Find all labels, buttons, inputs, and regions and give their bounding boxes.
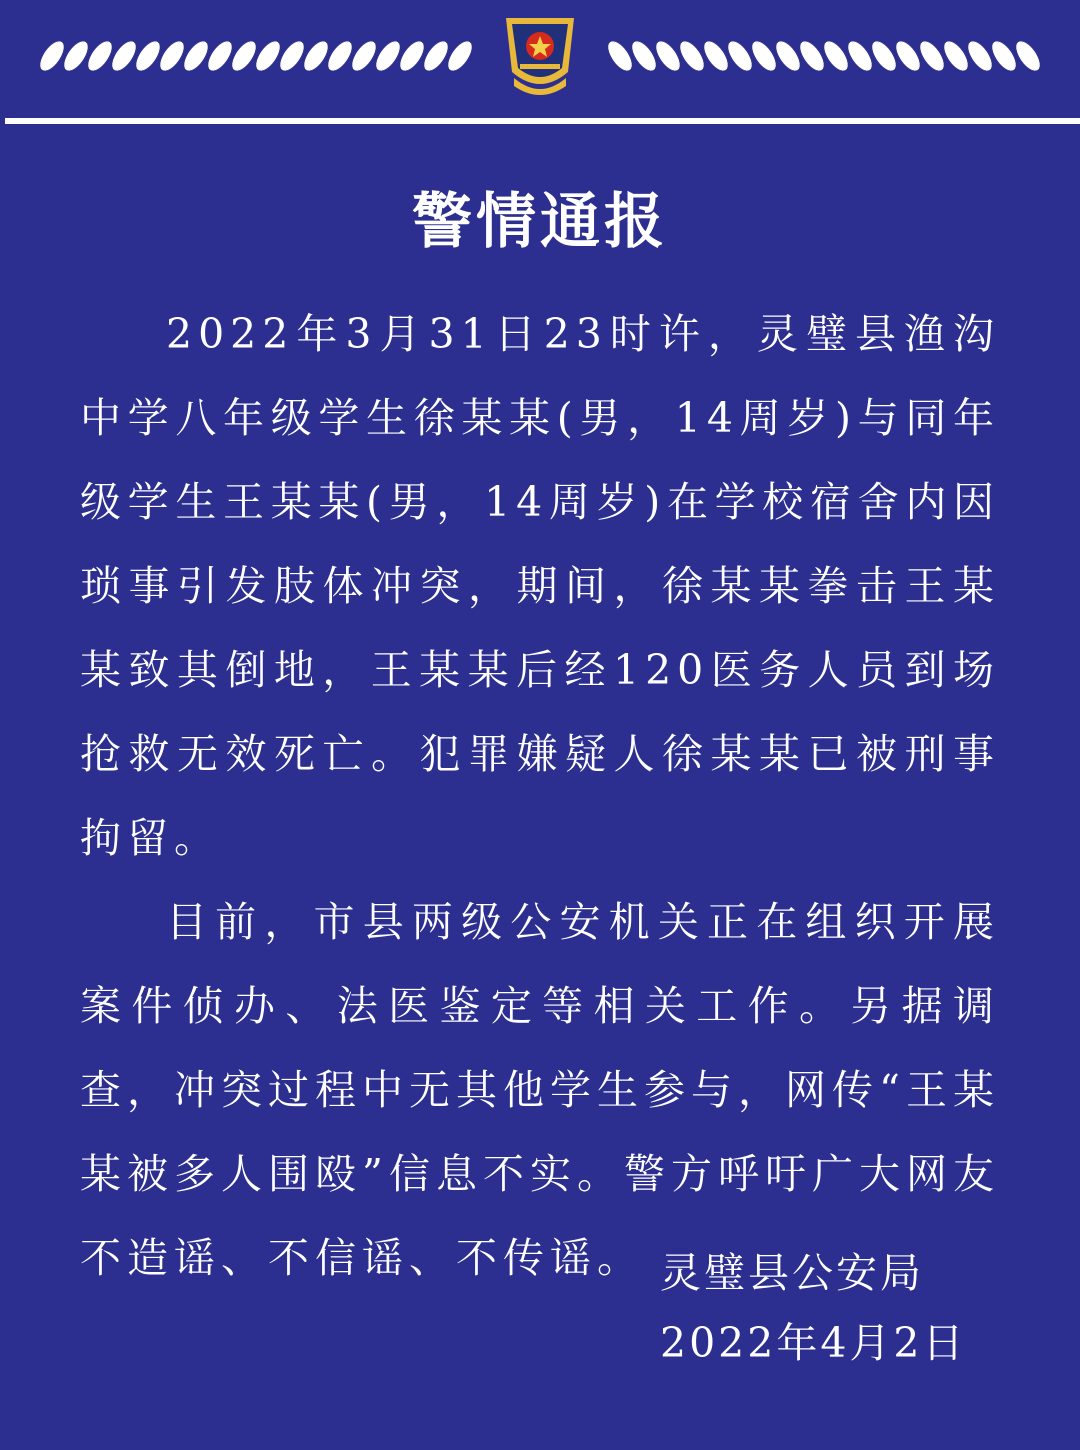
wing-stripe — [156, 37, 189, 74]
notice-body — [80, 292, 1000, 1300]
wing-stripe — [844, 37, 877, 74]
wing-stripe — [60, 37, 93, 74]
left-wing-ornament — [36, 37, 477, 74]
wing-stripe — [300, 37, 333, 74]
wing-stripe — [204, 37, 237, 74]
wing-stripe — [1012, 37, 1045, 74]
wing-stripe — [228, 37, 261, 74]
wing-stripe — [892, 37, 925, 74]
wing-stripe — [724, 37, 757, 74]
wing-stripe — [916, 37, 949, 74]
wing-stripe — [444, 37, 477, 74]
right-wing-ornament — [604, 37, 1045, 74]
wing-stripe — [748, 37, 781, 74]
wing-stripe — [348, 37, 381, 74]
notice-paragraph: 目前，市县两级公安机关正在组织开展案件侦办、法医鉴定等相关工作。另据调查，冲突过程中无其他学生参与，网传“王某某被多人围殴”信息不实。警方呼吁广大网友不造谣、不信谣、不传谣。 — [80, 898, 1000, 1282]
wing-stripe — [964, 37, 997, 74]
wing-stripe — [108, 37, 141, 74]
wing-stripe — [276, 37, 309, 74]
header-divider-line — [5, 118, 1080, 124]
issue-date: 2022年4月2日 — [660, 1319, 967, 1367]
wing-stripe — [988, 37, 1021, 74]
notice-signature — [660, 1238, 1040, 1378]
wing-stripe — [604, 37, 637, 74]
wing-stripe — [36, 37, 69, 74]
header-decoration — [0, 0, 1080, 130]
wing-stripe — [252, 37, 285, 74]
wing-stripe — [372, 37, 405, 74]
notice-paragraph: 2022年3月31日23时许，灵璧县渔沟中学八年级学生徐某某(男，14周岁)与同年级学生王某某(男，14周岁)在学校宿舍内因琐事引发肢体冲突，期间，徐某某拳击王某某致其倒地，王某某后经120医务人员到场抢救无效死亡。犯罪嫌疑人徐某某已被刑事拘留。 — [80, 310, 1000, 862]
wing-stripe — [396, 37, 429, 74]
wing-stripe — [84, 37, 117, 74]
wing-stripe — [652, 37, 685, 74]
header-banner — [0, 0, 1080, 130]
wing-stripe — [628, 37, 661, 74]
wing-stripe — [420, 37, 453, 74]
police-emblem-icon — [506, 18, 574, 95]
issuer-name: 灵璧县公安局 — [660, 1249, 924, 1297]
wing-stripe — [940, 37, 973, 74]
notice-title: 警情通报 — [412, 187, 668, 257]
wing-stripe — [772, 37, 805, 74]
wing-stripe — [868, 37, 901, 74]
wing-stripe — [324, 37, 357, 74]
wing-stripe — [820, 37, 853, 74]
wing-stripe — [796, 37, 829, 74]
wing-stripe — [676, 37, 709, 74]
wing-stripe — [132, 37, 165, 74]
wing-stripe — [700, 37, 733, 74]
wing-stripe — [180, 37, 213, 74]
